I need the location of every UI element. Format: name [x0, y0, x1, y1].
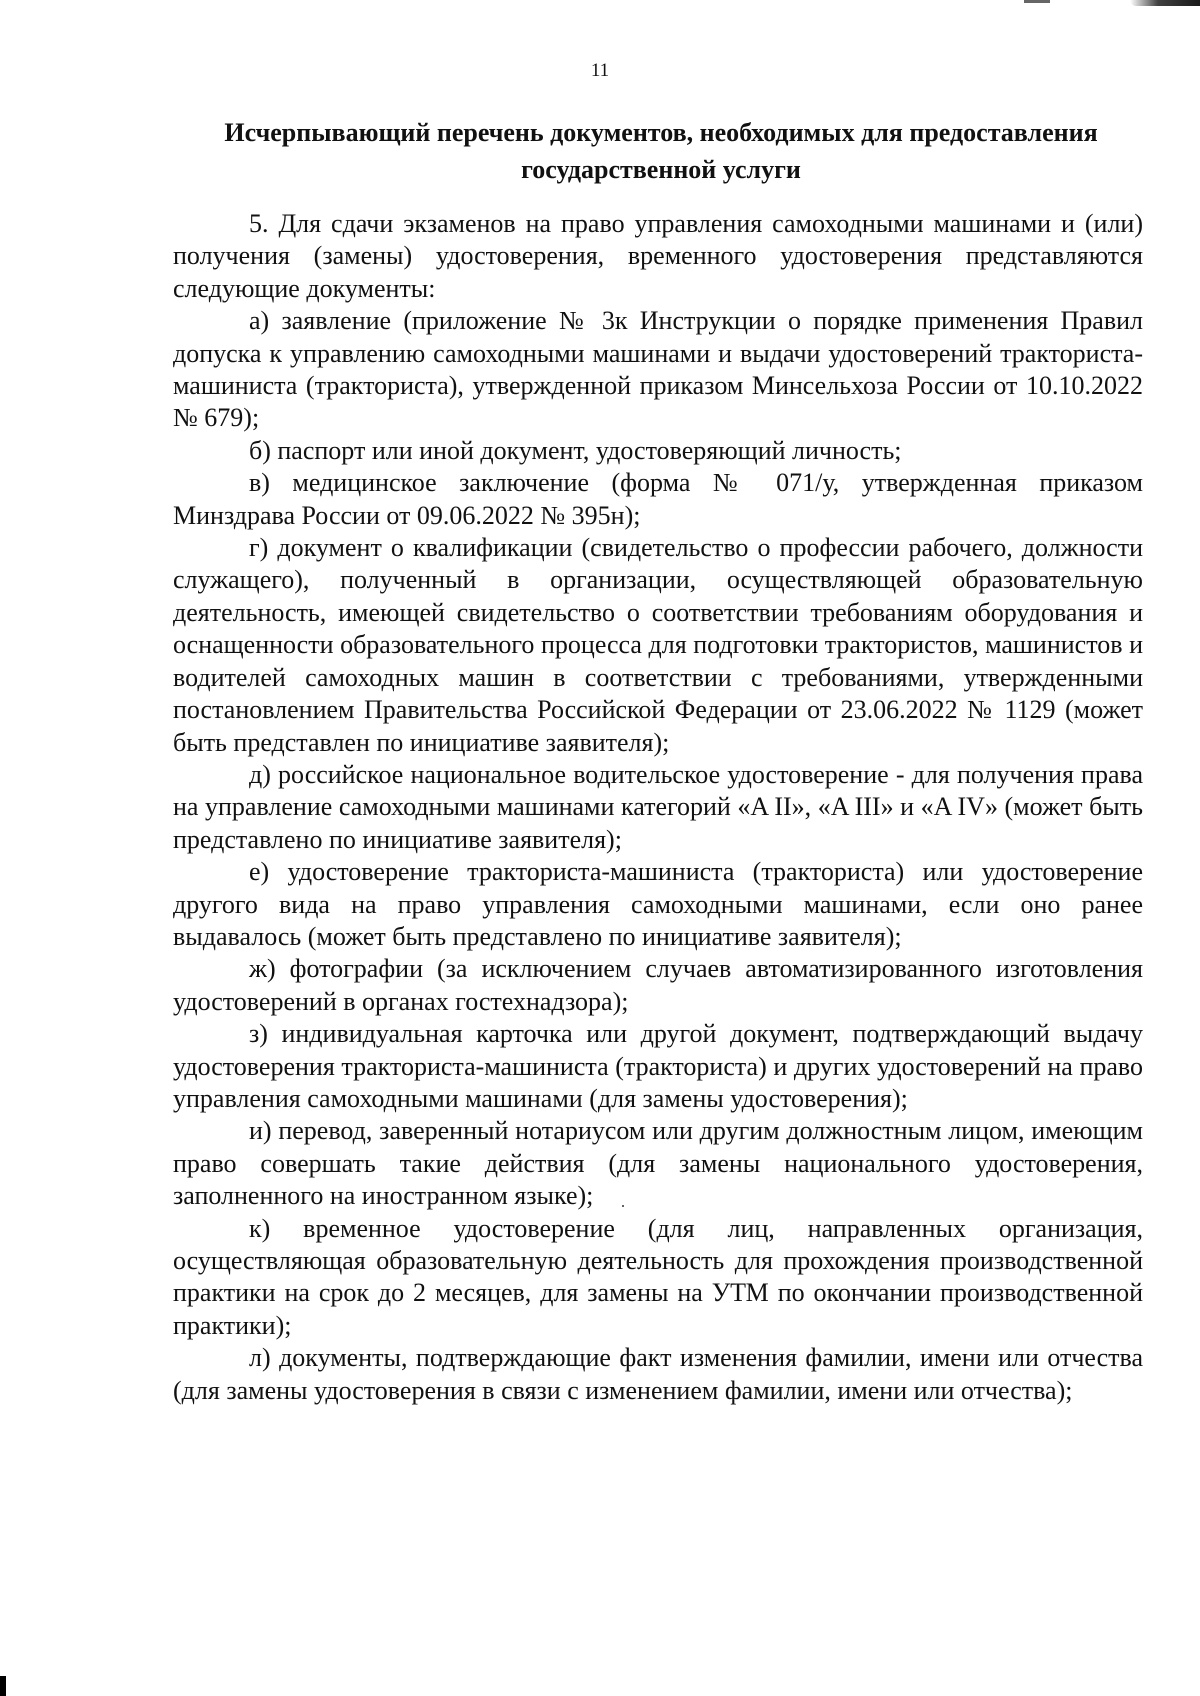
scan-artifact-bottom [0, 1676, 6, 1696]
list-item-l: л) документы, подтверждающие факт изменения фамилии, имени или отчества (для замены удостоверения в связи с изменением фамилии, имени или отчества); [173, 1343, 1143, 1405]
list-item-zh: ж) фотографии (за исключением случаев автоматизированного изготовления удостоверений в органах гостехнадзора); [173, 954, 1143, 1016]
list-item-z: з) индивидуальная карточка или другой документ, подтверждающий выдачу удостоверения тракториста-машиниста (тракториста) и других удостоверений на право управления самоходными машинами (для замены удостоверения); [173, 1019, 1143, 1113]
list-item-a: а) заявление (приложение № 3к Инструкции о порядке применения Правил допуска к управлению самоходными машинами и выдачи удостоверений тракториста-машиниста (тракториста), утвержденной приказом Минсельхоза России от 10.10.2022 № 679); [173, 306, 1143, 433]
list-item-k: к) временное удостоверение (для лиц, направленных организация, осуществляющая образовательную деятельность для прохождения производственной практики на срок до 2 месяцев, для замены на УТМ по окончании производственной практики); [173, 1213, 1143, 1340]
list-item-v: в) медицинское заключение (форма № 071/у, утвержденная приказом Минздрава России от 09.06.2022 № 395н); [173, 468, 1143, 530]
list-item-d: д) российское национальное водительское удостоверение - для получения права на управление самоходными машинами категорий «A II», «A III» и «A IV» (может быть представлено по инициативе заявителя); [173, 759, 1143, 854]
list-item-e: е) удостоверение тракториста-машиниста (тракториста) или удостоверение другого вида на право управления самоходными машинами, если оно ранее выдавалось (может быть представлено по инициативе заявителя); [173, 857, 1143, 951]
document-body [173, 208, 1143, 1407]
scan-artifact-top [1130, 0, 1200, 6]
section-heading: Исчерпывающий перечень документов, необходимых для предоставления государственной услуги [224, 118, 1098, 184]
list-item-b: б) паспорт или иной документ, удостоверяющий личность; [249, 435, 902, 465]
list-item-g: г) документ о квалификации (свидетельство о профессии рабочего, должности служащего), полученный в организации, осуществляющей образовательную деятельность, имеющей свидетельство о соответствии требованиям оборудования и оснащенности образовательного процесса для подготовки трактористов, машинистов и водителей самоходных машин в соответствии с требованиями, утвержденными постановлением Правительства Российской Федерации от 23.06.2022 № 1129 (может быть представлен по инициативе заявителя); [173, 533, 1143, 757]
paragraph-intro: 5. Для сдачи экзаменов на право управления самоходными машинами и (или) получения (замены) удостоверения, временного удостоверения представляются следующие документы: [173, 209, 1143, 303]
scan-artifact-top-small [1024, 0, 1050, 3]
list-item-i: и) перевод, заверенный нотариусом или другим должностным лицом, имеющим право совершать такие действия (для замены национального удостоверения, заполненного на иностранном языке); [173, 1116, 1143, 1211]
page-number: 11 [590, 60, 610, 81]
